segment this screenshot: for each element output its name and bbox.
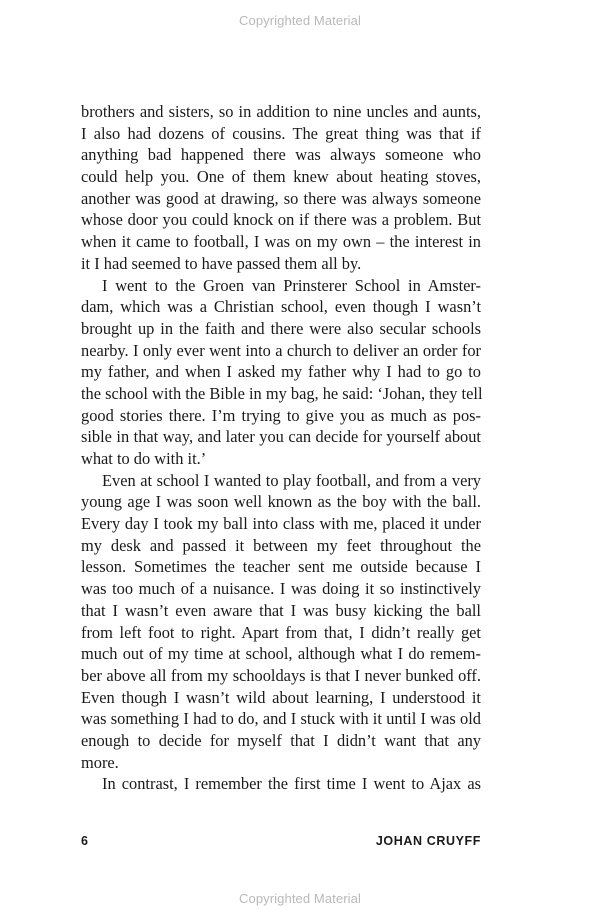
text-line: could help you. One of them knew about heating stoves, [81,167,481,187]
text-line: Even at school I wanted to play football, and from a very [102,470,481,490]
page-number: 6 [81,834,89,848]
text-line: ber above all from my schooldays is that I never bunked off. [81,665,481,685]
text-line: sible in that way, and later you can decide for yourself about [81,427,481,447]
running-head: JOHAN CRUYFF [375,834,481,848]
text-line: the school with the Bible in my bag, he said: ‘Johan, they tell [81,383,483,403]
text-line: young age I was soon well known as the boy with the ball. [81,492,481,512]
text-line: good stories there. I’m trying to give you as much as pos- [81,405,481,425]
text-line: nearby. I only ever went into a church to deliver an order for [81,340,481,360]
text-line: was too much of a nuisance. I was doing it so instinctively [81,579,481,599]
text-line: my father, and when I asked my father why I had to go to [81,362,481,382]
text-line: enough to decide for myself that I didn’t want that any [81,730,481,750]
text-line: I went to the Groen van Prinsterer School in Amster- [102,275,481,295]
text-line: brothers and sisters, so in addition to nine uncles and aunts, [81,102,481,121]
body-text [81,101,481,795]
text-line: it I had seemed to have passed them all by. [81,253,362,273]
text-line: whose door you could knock on if there was a problem. But [81,210,481,230]
text-line: I also had dozens of cousins. The great thing was that if [81,123,481,143]
text-line: more. [81,752,119,772]
text-line: brought up in the faith and there were also secular schools [81,318,481,338]
text-line: much out of my time at school, although what I do remem- [81,644,481,664]
text-line: lesson. Sometimes the teacher sent me outside because I [81,557,481,577]
text-line: when it came to football, I was on my own – the interest in [81,232,481,252]
text-line: from left foot to right. Apart from that, I didn’t really get [81,622,481,642]
text-line: Every day I took my ball into class with me, placed it under [81,514,481,534]
text-line: dam, which was a Christian school, even though I wasn’t [81,297,481,317]
text-line: another was good at drawing, so there was always someone [81,188,481,208]
text-line: Even though I wasn’t wild about learning, I understood it [81,687,481,707]
copyright-watermark-bottom: Copyrighted Material [239,891,361,906]
text-line: was something I had to do, and I stuck with it until I was old [81,709,481,729]
text-line: In contrast, I remember the first time I went to Ajax as [102,774,481,794]
text-line: my desk and passed it between my feet throughout the [81,535,481,555]
copyright-watermark-top: Copyrighted Material [239,13,361,28]
text-line: what to do with it.’ [81,449,207,468]
text-line: that I wasn’t even aware that I was busy kicking the ball [81,600,481,620]
text-line: anything bad happened there was always someone who [81,145,481,165]
